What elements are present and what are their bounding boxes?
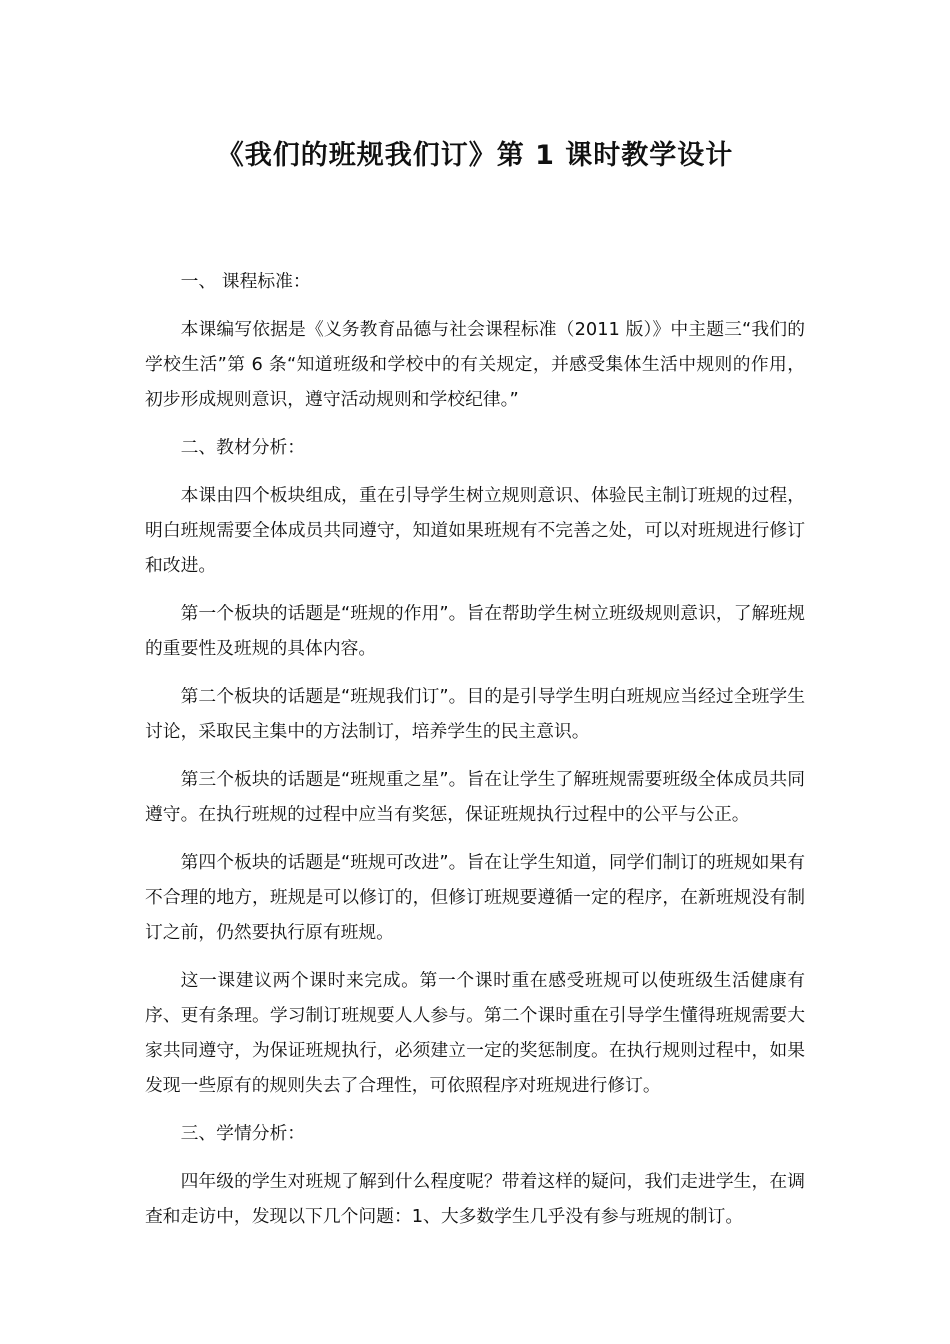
- paragraph-block-one: 第一个板块的话题是“班规的作用”。旨在帮助学生树立班级规则意识，了解班规的重要性及班规的具体内容。: [145, 603, 805, 659]
- paragraph-block-two: 第二个板块的话题是“班规我们订”。目的是引导学生明白班规应当经过全班学生讨论，采取民主集中的方法制订，培养学生的民主意识。: [145, 686, 805, 742]
- section-heading-curriculum-standard: 一、 课程标准：: [180, 271, 311, 292]
- document-title: 《我们的班规我们订》第 1 课时教学设计: [216, 140, 734, 171]
- paragraph-textbook-overview: 本课由四个板块组成，重在引导学生树立规则意识、体验民主制订班规的过程，明白班规需要全体成员共同遵守，知道如果班规有不完善之处，可以对班规进行修订和改进。: [145, 485, 805, 576]
- paragraph-lesson-plan: 这一课建议两个课时来完成。第一个课时重在感受班规可以使班级生活健康有序、更有条理。学习制订班规要人人参与。第二个课时重在引导学生懂得班规需要大家共同遵守，为保证班规执行，必须建立一定的奖惩制度。在执行规则过程中，如果发现一些原有的规则失去了合理性，可依照程序对班规进行修订。: [145, 970, 805, 1096]
- section-heading-textbook-analysis: 二、教材分析：: [180, 437, 306, 458]
- paragraph-learner-analysis: 四年级的学生对班规了解到什么程度呢？带着这样的疑问，我们走进学生，在调查和走访中，发现以下几个问题：1、大多数学生几乎没有参与班规的制订。: [145, 1171, 805, 1227]
- paragraph-curriculum-standard: 本课编写依据是《义务教育品德与社会课程标准（2011 版）》中主题三“我们的学校生活”第 6 条“知道班级和学校中的有关规定，并感受集体生活中规则的作用，初步形成规则意识，遵守活动规则和学校纪律。”: [145, 319, 805, 410]
- document-body: [145, 264, 805, 1247]
- paragraph-block-four: 第四个板块的话题是“班规可改进”。旨在让学生知道，同学们制订的班规如果有不合理的地方，班规是可以修订的，但修订班规要遵循一定的程序，在新班规没有制订之前，仍然要执行原有班规。: [145, 852, 805, 943]
- paragraph-block-three: 第三个板块的话题是“班规重之星”。旨在让学生了解班规需要班级全体成员共同遵守。在执行班规的过程中应当有奖惩，保证班规执行过程中的公平与公正。: [145, 769, 805, 825]
- section-heading-learner-analysis: 三、学情分析：: [180, 1123, 306, 1144]
